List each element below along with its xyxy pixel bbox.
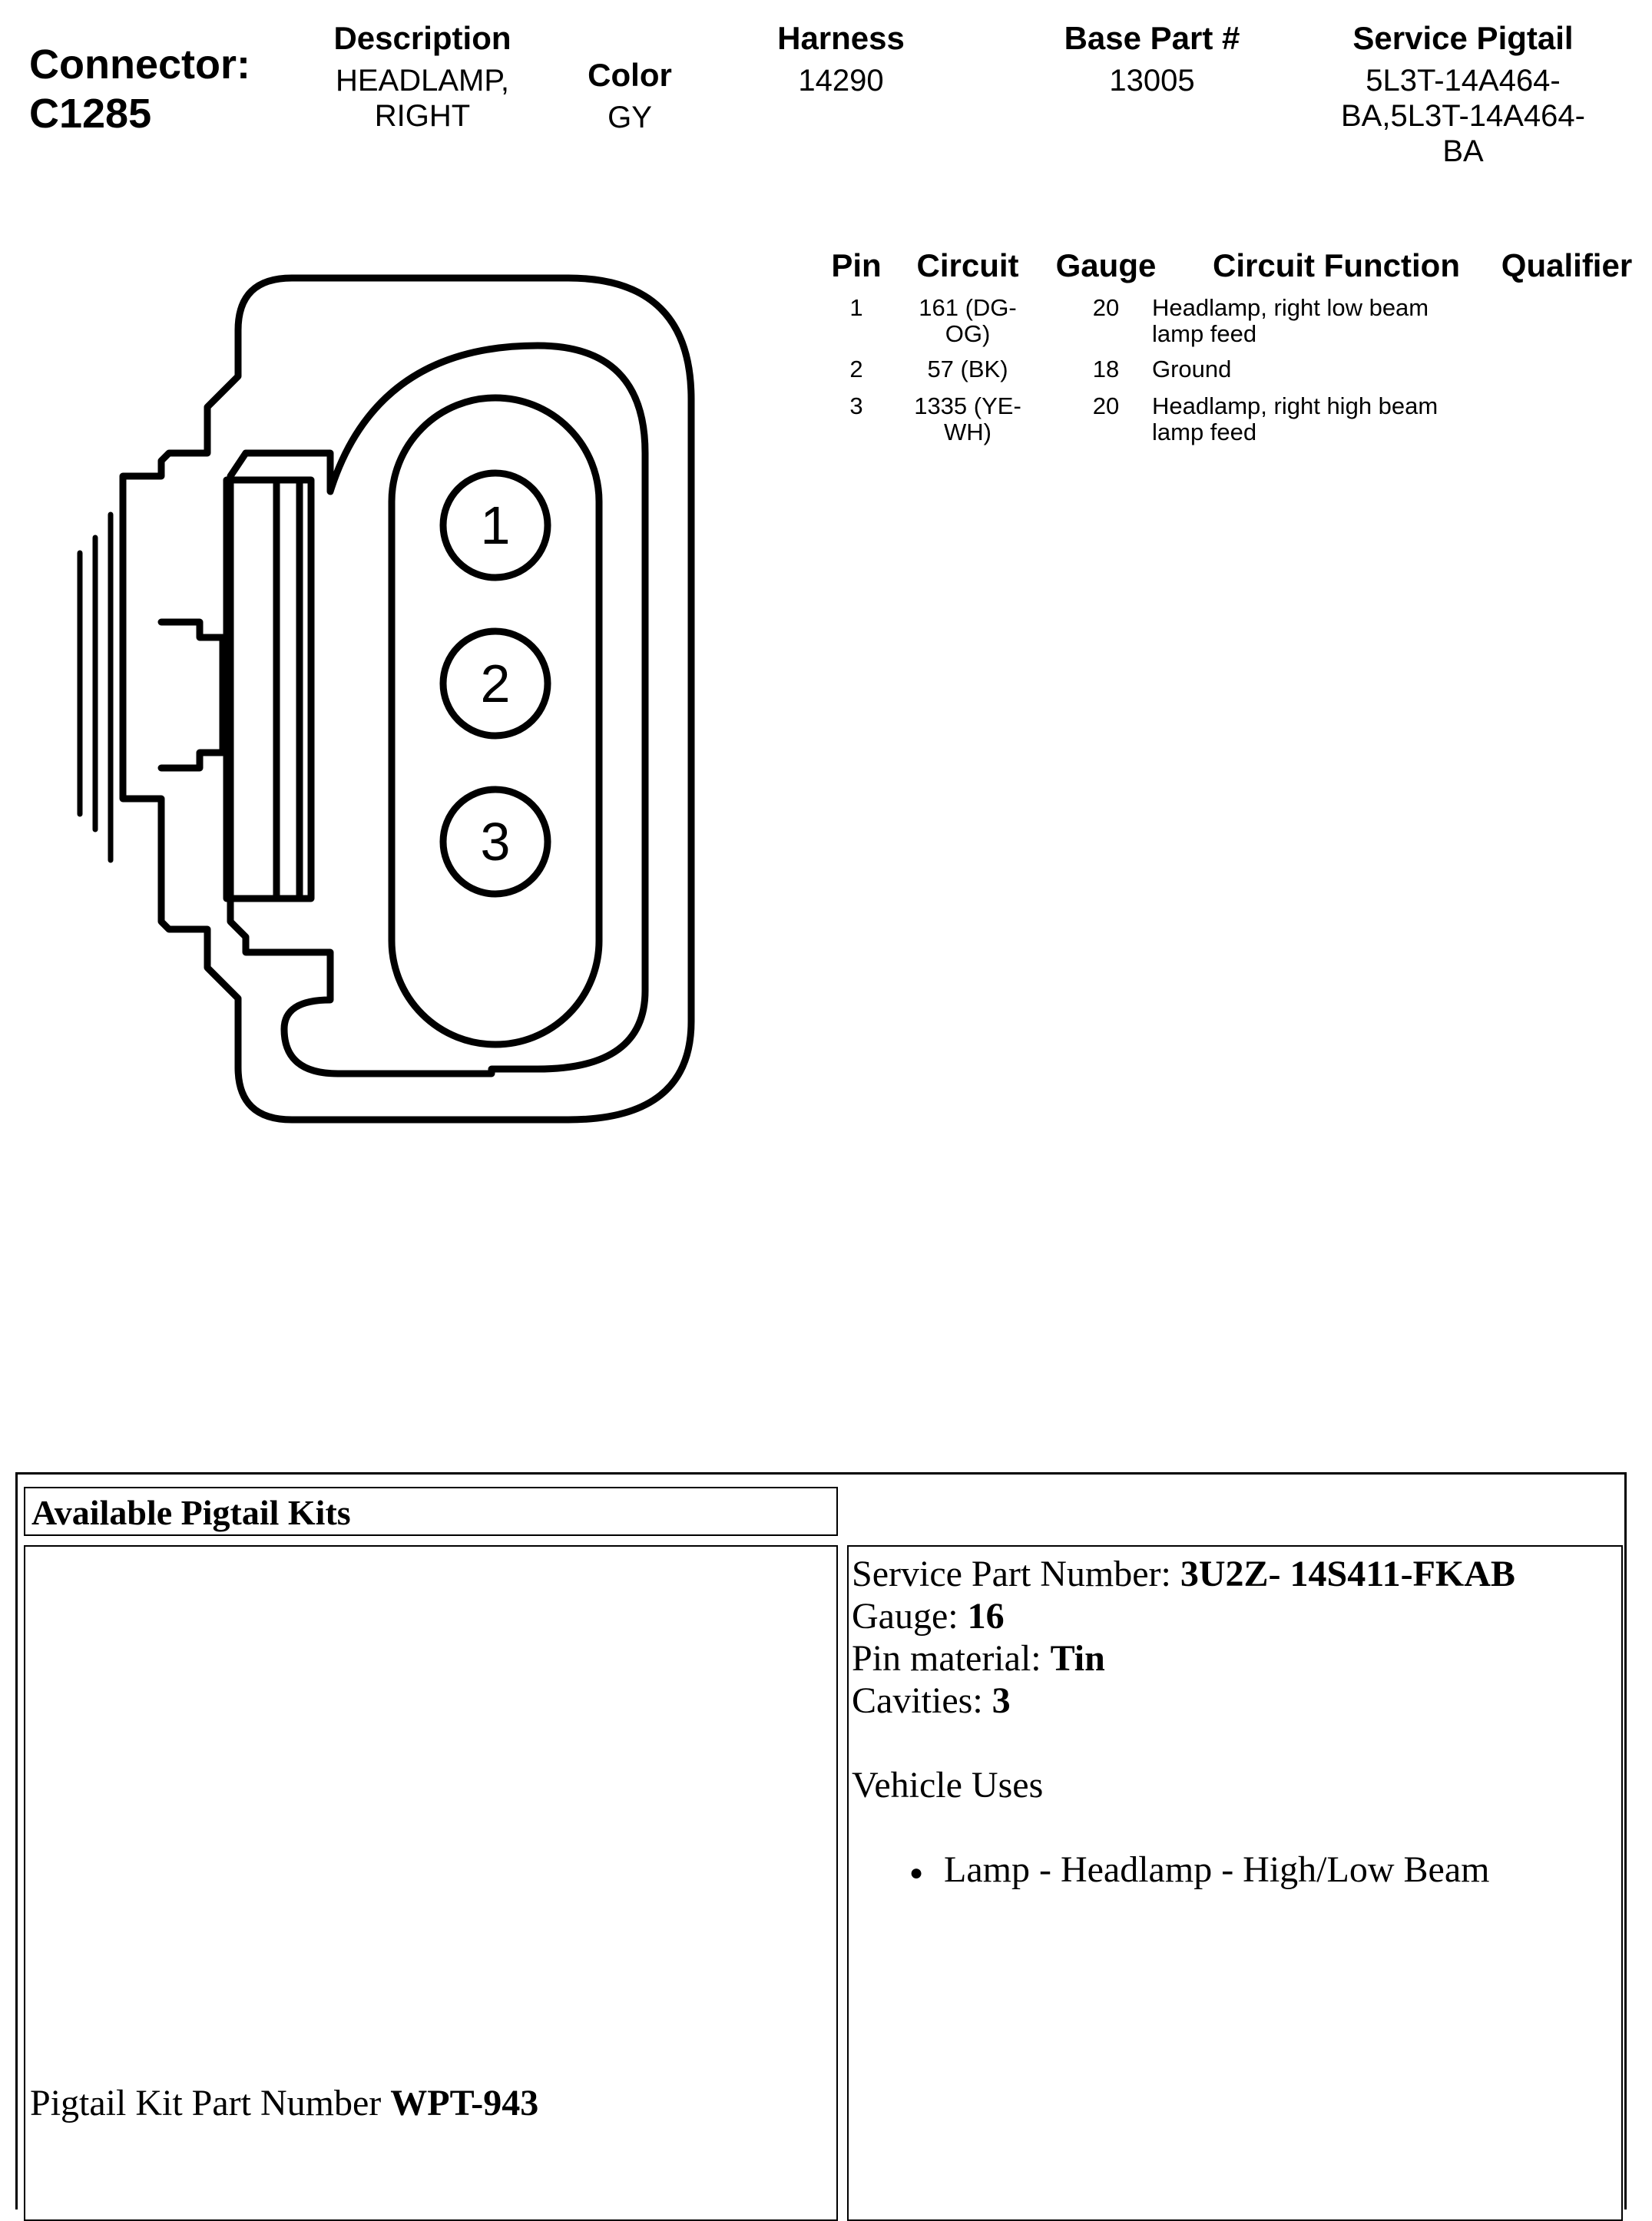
kit-image-cell — [24, 1545, 838, 2221]
harness-value: 14290 — [798, 64, 884, 98]
gauge-header: Gauge — [1055, 247, 1157, 283]
service-part-value: 3U2Z- 14S411-FKAB — [1180, 1554, 1515, 1594]
connector-housing — [80, 278, 691, 1120]
vehicle-uses-label: Vehicle Uses — [852, 1765, 1044, 1806]
service-pigtail-line: 5L3T-14A464- — [1366, 64, 1561, 98]
circuit-line: OG) — [945, 320, 991, 347]
base-part-value: 13005 — [1109, 64, 1195, 98]
connector-id: C1285 — [29, 91, 152, 137]
kit-pin-material-label: Pin material: — [852, 1638, 1051, 1679]
kit-part-number — [30, 2082, 538, 2124]
kit-gauge-label: Gauge: — [852, 1596, 968, 1637]
function-line: lamp feed — [1152, 419, 1257, 445]
description-header: Description — [333, 20, 511, 56]
color-column — [568, 57, 691, 135]
kit-part-value: WPT-943 — [390, 2083, 539, 2123]
table-row-gauge: 20 — [1092, 392, 1120, 419]
service-pigtail-line: BA,5L3T-14A464- — [1341, 99, 1585, 133]
vehicle-uses-list — [852, 1849, 1618, 1891]
circuit-function-header: Circuit Function — [1213, 247, 1460, 283]
table-row-circuit — [899, 356, 1037, 382]
description-line: RIGHT — [374, 99, 471, 133]
cavity-1-number: 1 — [480, 495, 511, 555]
kit-details-cell — [847, 1545, 1623, 2221]
connector-title — [29, 40, 250, 138]
function-line: Ground — [1152, 356, 1232, 382]
description-value — [292, 63, 553, 134]
function-line: lamp feed — [1152, 320, 1257, 347]
kit-pin-material — [852, 1637, 1618, 1680]
cavity-2 — [443, 631, 548, 736]
function-line: Headlamp, right high beam — [1152, 392, 1438, 419]
cavity-3-number: 3 — [480, 812, 511, 872]
cavity-1 — [443, 473, 548, 578]
kit-pin-material-value: Tin — [1050, 1638, 1105, 1679]
service-pigtail-header: Service Pigtail — [1352, 20, 1574, 56]
harness-column — [753, 20, 929, 98]
harness-header: Harness — [777, 20, 905, 56]
circuit-header: Circuit — [916, 247, 1019, 283]
table-row-pin: 2 — [849, 356, 863, 382]
table-row-circuit — [899, 393, 1037, 445]
circuit-line: WH) — [944, 419, 992, 445]
table-row-function — [1152, 356, 1475, 382]
circuit-line: 1335 (YE- — [914, 392, 1021, 419]
kits-title: Available Pigtail Kits — [31, 1493, 351, 1532]
service-pigtail-value — [1321, 63, 1605, 169]
circuit-line: 57 (BK) — [927, 356, 1008, 382]
color-value: GY — [607, 101, 652, 134]
service-part-label: Service Part Number: — [852, 1554, 1180, 1594]
list-item: ● Lamp - Headlamp - High/Low Beam — [852, 1849, 1618, 1891]
kits-title-cell — [24, 1487, 838, 1536]
connector-label: Connector: — [29, 41, 250, 88]
table-row-function — [1152, 393, 1475, 445]
base-part-column — [1041, 20, 1263, 98]
table-row-circuit — [899, 295, 1037, 347]
table-row-pin: 3 — [849, 392, 863, 419]
kit-gauge — [852, 1595, 1618, 1637]
pigtail-kits-table — [15, 1472, 1627, 2209]
base-part-header: Base Part # — [1064, 20, 1240, 56]
cavity-3 — [443, 789, 548, 894]
kit-cavities-label: Cavities: — [852, 1680, 992, 1721]
table-row-function — [1152, 295, 1475, 347]
pin-table — [814, 247, 1636, 462]
table-row-pin: 1 — [849, 294, 863, 321]
description-line: HEADLAMP, — [335, 64, 509, 98]
kit-part-label: Pigtail Kit Part Number — [30, 2083, 391, 2123]
pin-header: Pin — [831, 247, 882, 283]
kit-cavities — [852, 1680, 1618, 1722]
cavity-2-number: 2 — [480, 654, 511, 713]
table-row-gauge: 18 — [1092, 356, 1120, 382]
kit-gauge-value: 16 — [967, 1596, 1005, 1637]
service-pigtail-column — [1321, 20, 1605, 169]
color-header: Color — [588, 57, 672, 93]
qualifier-header: Qualifier — [1501, 247, 1633, 283]
connector-face-drawing — [46, 261, 707, 1137]
service-pigtail-line: BA — [1442, 134, 1484, 168]
kit-cavities-value: 3 — [992, 1680, 1011, 1721]
function-line: Headlamp, right low beam — [1152, 294, 1429, 321]
table-row-gauge: 20 — [1092, 294, 1120, 321]
circuit-line: 161 (DG- — [919, 294, 1017, 321]
service-part-number — [852, 1553, 1618, 1595]
description-column — [292, 20, 553, 134]
